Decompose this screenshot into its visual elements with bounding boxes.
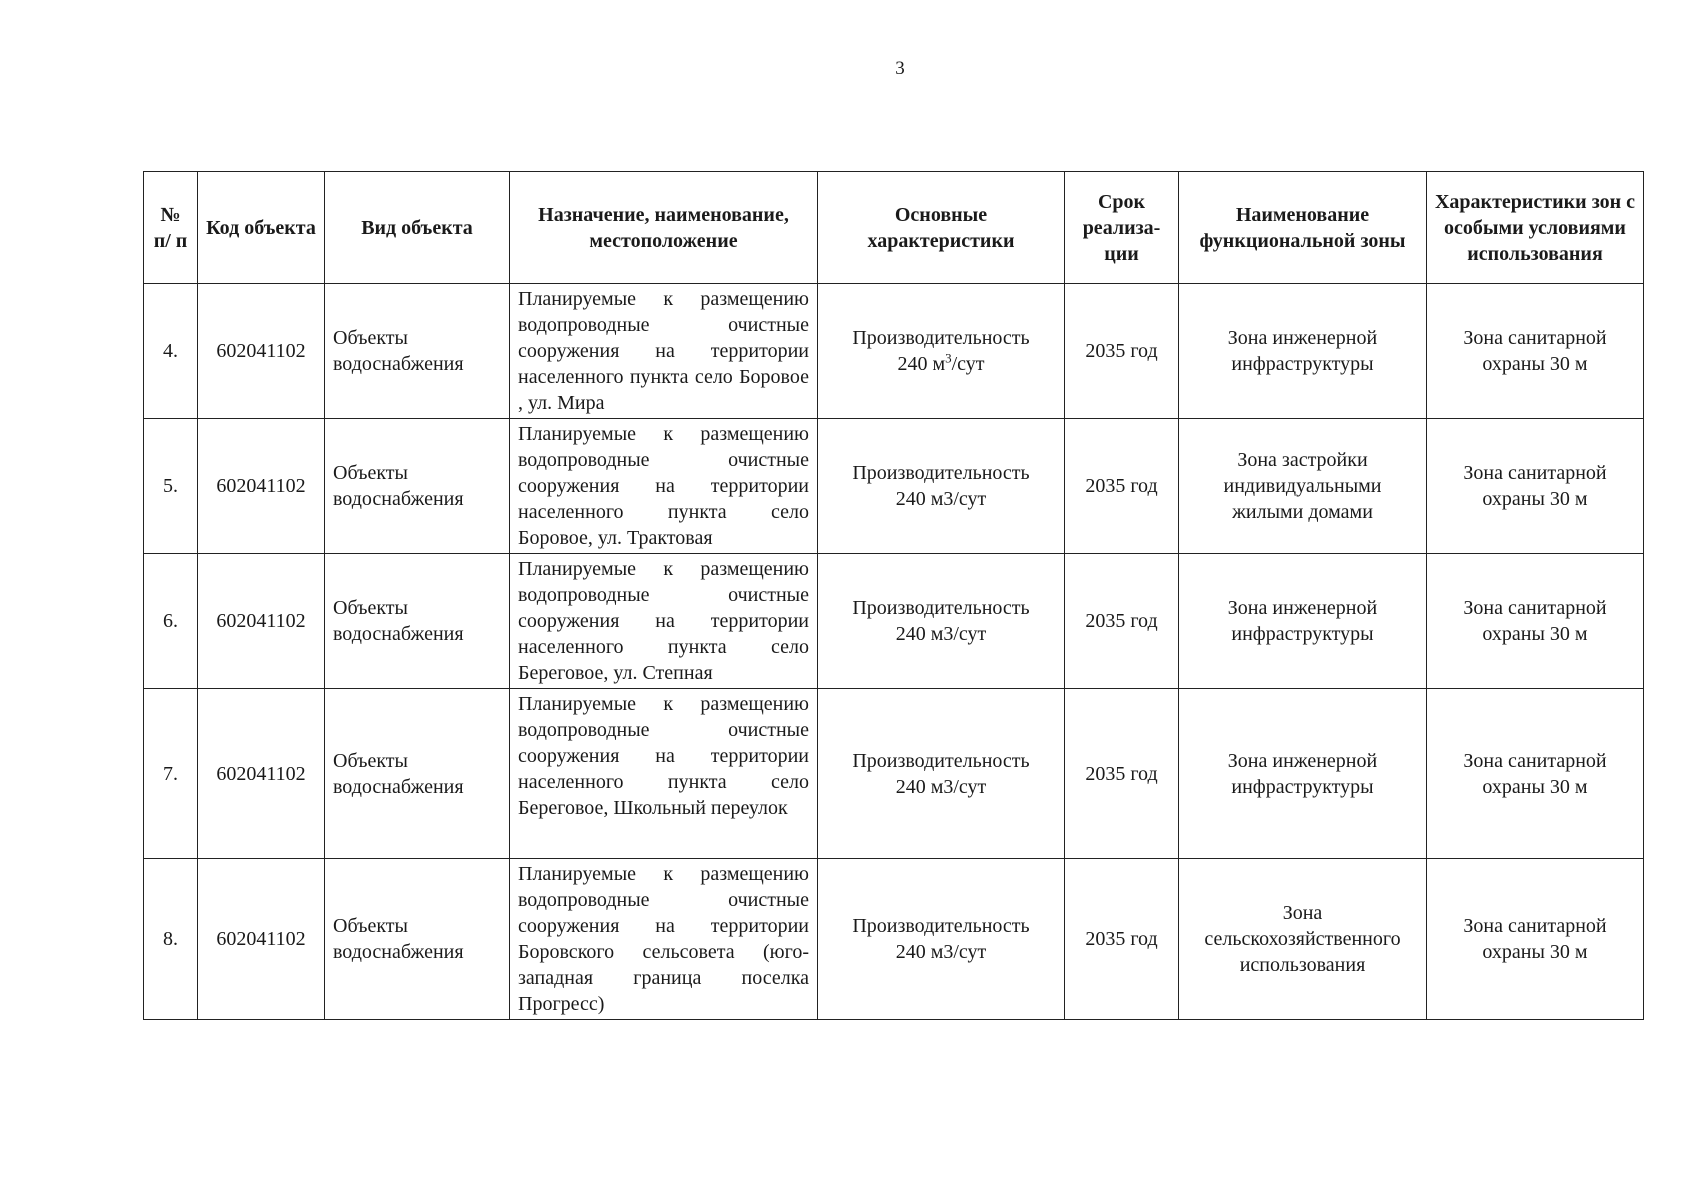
cell-purpose: Планируемые к размещению водопроводные очистные сооружения на территории населенного пункта село Боровое , ул. Мира [510, 284, 818, 419]
header-term: Срок реализа-ции [1065, 172, 1179, 284]
table-body [144, 284, 1644, 1020]
header-type: Вид объекта [325, 172, 510, 284]
cell-characteristics [818, 419, 1065, 554]
cell-zone-characteristics: Зона санитарной охраны 30 м [1427, 419, 1644, 554]
cell-purpose: Планируемые к размещению водопроводные очистные сооружения на территории населенного пункта село Боровое, ул. Трактовая [510, 419, 818, 554]
cell-zone: Зона инженерной инфраструктуры [1179, 554, 1427, 689]
chars-label: Производительность [852, 915, 1030, 937]
cell-code: 602041102 [198, 689, 325, 859]
table-row [144, 554, 1644, 689]
cell-zone: Зона застройки индивидуальными жилыми домами [1179, 419, 1427, 554]
objects-table [143, 171, 1644, 1020]
cell-purpose: Планируемые к размещению водопроводные очистные сооружения на территории населенного пункта село Береговое, ул. Степная [510, 554, 818, 689]
chars-label: Производительность [852, 327, 1030, 349]
header-row [144, 172, 1644, 284]
chars-value: 240 м3/сут [895, 775, 987, 798]
cell-term: 2035 год [1065, 284, 1179, 419]
cell-code: 602041102 [198, 284, 325, 419]
cell-characteristics [818, 554, 1065, 689]
chars-label: Производительность [852, 462, 1030, 484]
chars-unit: /сут [951, 353, 985, 375]
cell-num: 4. [144, 284, 198, 419]
cell-zone: Зона сельскохозяйственного использования [1179, 859, 1427, 1020]
cell-type: Объекты водоснабжения [325, 859, 510, 1020]
cell-purpose: Планируемые к размещению водопроводные очистные сооружения на территории Боровского сельсовета (юго-западная граница поселка Прогресс) [510, 859, 818, 1020]
cell-num: 5. [144, 419, 198, 554]
cell-zone: Зона инженерной инфраструктуры [1179, 689, 1427, 859]
chars-value: 240 м3/сут [895, 488, 987, 510]
table-row [144, 284, 1644, 419]
table-row [144, 419, 1644, 554]
header-purpose: Назначение, наименование, местоположение [510, 172, 818, 284]
cell-zone: Зона инженерной инфраструктуры [1179, 284, 1427, 419]
cell-type: Объекты водоснабжения [325, 554, 510, 689]
cell-term: 2035 год [1065, 554, 1179, 689]
header-zone-characteristics: Характеристики зон с особыми условиями использования [1427, 172, 1644, 284]
cell-num: 6. [144, 554, 198, 689]
chars-value: 240 м3/сут [895, 623, 987, 645]
chars-label: Производительность [852, 749, 1030, 772]
cell-characteristics [818, 689, 1065, 859]
header-code: Код объекта [198, 172, 325, 284]
cell-term: 2035 год [1065, 689, 1179, 859]
chars-label: Производительность [852, 597, 1030, 619]
cell-zone-characteristics: Зона санитарной охраны 30 м [1427, 284, 1644, 419]
cell-characteristics [818, 284, 1065, 419]
header-characteristics: Основные характеристики [818, 172, 1065, 284]
cell-purpose: Планируемые к размещению водопроводные очистные сооружения на территории населенного пункта село Береговое, Школьный переулок [510, 689, 818, 859]
cell-type: Объекты водоснабжения [325, 284, 510, 419]
cell-zone-characteristics: Зона санитарной охраны 30 м [1427, 859, 1644, 1020]
cell-num: 7. [144, 689, 198, 859]
header-zone: Наименование функциональной зоны [1179, 172, 1427, 284]
cell-zone-characteristics: Зона санитарной охраны 30 м [1427, 689, 1644, 859]
cell-code: 602041102 [198, 554, 325, 689]
cell-code: 602041102 [198, 419, 325, 554]
table-row [144, 689, 1644, 859]
cell-zone-characteristics: Зона санитарной охраны 30 м [1427, 554, 1644, 689]
cell-term: 2035 год [1065, 859, 1179, 1020]
cell-code: 602041102 [198, 859, 325, 1020]
cell-type: Объекты водоснабжения [325, 689, 510, 859]
cell-term: 2035 год [1065, 419, 1179, 554]
header-num: № п/ п [144, 172, 198, 284]
page-number: 3 [895, 58, 905, 79]
table-row [144, 859, 1644, 1020]
cell-type: Объекты водоснабжения [325, 419, 510, 554]
cell-characteristics [818, 859, 1065, 1020]
chars-superscript: 3 [945, 350, 952, 366]
table-header [144, 172, 1644, 284]
chars-value: 240 м [897, 353, 946, 375]
chars-value: 240 м3/сут [895, 941, 987, 963]
cell-num: 8. [144, 859, 198, 1020]
